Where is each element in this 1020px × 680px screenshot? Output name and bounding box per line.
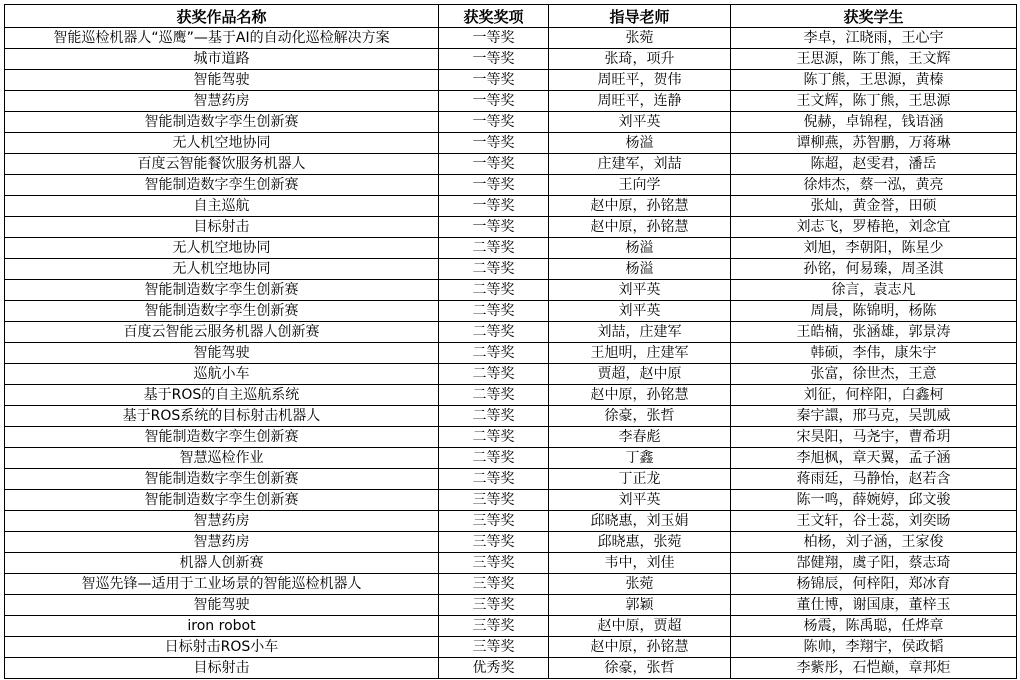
- cell-students: 周晨，陈锦明，杨陈: [731, 301, 1017, 322]
- cell-advisor: 杨溢: [549, 133, 731, 154]
- cell-advisor: 贾超，赵中原: [549, 364, 731, 385]
- table-row: [5, 301, 1017, 322]
- cell-award: 二等奖: [439, 322, 549, 343]
- cell-work-name: 智能制造数字孪生创新赛: [5, 112, 439, 133]
- cell-advisor: 王旭明，庄建军: [549, 343, 731, 364]
- cell-students: 陈一鸣，薛婉婷，邱文骏: [731, 490, 1017, 511]
- header-work-name: 获奖作品名称: [5, 5, 439, 28]
- cell-award: 二等奖: [439, 301, 549, 322]
- cell-advisor: 刘平英: [549, 280, 731, 301]
- cell-award: 一等奖: [439, 49, 549, 70]
- cell-advisor: 邱晓惠，张菀: [549, 532, 731, 553]
- cell-advisor: 赵中原，孙铭慧: [549, 217, 731, 238]
- cell-advisor: 徐豪，张哲: [549, 658, 731, 679]
- cell-work-name: 智能驾驶: [5, 70, 439, 91]
- table-row: [5, 637, 1017, 658]
- table-row: [5, 175, 1017, 196]
- cell-award: 一等奖: [439, 175, 549, 196]
- table-row: [5, 469, 1017, 490]
- cell-students: 刘旭，李朝阳，陈星少: [731, 238, 1017, 259]
- table-row: [5, 553, 1017, 574]
- cell-advisor: 刘喆，庄建军: [549, 322, 731, 343]
- cell-award: 三等奖: [439, 574, 549, 595]
- cell-work-name: 城市道路: [5, 49, 439, 70]
- cell-students: 倪赫，卓锦程，钱语涵: [731, 112, 1017, 133]
- cell-students: 谭柳燕，苏智鹏，万蒋琳: [731, 133, 1017, 154]
- cell-award: 三等奖: [439, 511, 549, 532]
- cell-students: 杨锦辰，何梓阳，郑冰育: [731, 574, 1017, 595]
- table-row: [5, 658, 1017, 679]
- cell-advisor: 周旺平，连静: [549, 91, 731, 112]
- table-row: [5, 112, 1017, 133]
- cell-advisor: 丁正龙: [549, 469, 731, 490]
- table-row: [5, 490, 1017, 511]
- cell-students: 徐言，袁志凡: [731, 280, 1017, 301]
- cell-advisor: 庄建军，刘喆: [549, 154, 731, 175]
- cell-students: 刘志飞，罗椿艳，刘念宜: [731, 217, 1017, 238]
- cell-students: 王思源，陈丁熊，王文辉: [731, 49, 1017, 70]
- cell-work-name: 目标射击: [5, 658, 439, 679]
- cell-advisor: 张菀: [549, 28, 731, 49]
- cell-advisor: 杨溢: [549, 238, 731, 259]
- table-row: [5, 343, 1017, 364]
- cell-work-name: 智慧药房: [5, 511, 439, 532]
- cell-award: 二等奖: [439, 259, 549, 280]
- cell-award: 一等奖: [439, 154, 549, 175]
- cell-advisor: 李春彪: [549, 427, 731, 448]
- table-row: [5, 427, 1017, 448]
- cell-work-name: 智能制造数字孪生创新赛: [5, 301, 439, 322]
- table-row: [5, 511, 1017, 532]
- cell-advisor: 周旺平，贺伟: [549, 70, 731, 91]
- cell-work-name: 智能巡检机器人“巡鹰”—基于AI的自动化巡检解决方案: [5, 28, 439, 49]
- cell-award: 三等奖: [439, 490, 549, 511]
- cell-work-name: 巡航小车: [5, 364, 439, 385]
- table-row: [5, 259, 1017, 280]
- table-row: [5, 448, 1017, 469]
- cell-work-name: 自主巡航: [5, 196, 439, 217]
- cell-advisor: 王向学: [549, 175, 731, 196]
- cell-advisor: 郭颖: [549, 595, 731, 616]
- cell-students: 王文轩，谷士蕊，刘奕旸: [731, 511, 1017, 532]
- cell-work-name: 智能制造数字孪生创新赛: [5, 280, 439, 301]
- cell-work-name: 机器人创新赛: [5, 553, 439, 574]
- cell-work-name: 智慧药房: [5, 91, 439, 112]
- cell-students: 李紫彤，石恺巅，章邦炬: [731, 658, 1017, 679]
- cell-students: 陈帅，李翔宇，侯政韬: [731, 637, 1017, 658]
- cell-work-name: iron robot: [5, 616, 439, 637]
- cell-award: 三等奖: [439, 595, 549, 616]
- cell-students: 秦宇譞，邢马克，吴凯威: [731, 406, 1017, 427]
- cell-advisor: 赵中原，孙铭慧: [549, 637, 731, 658]
- table-row: [5, 364, 1017, 385]
- cell-work-name: 智能制造数字孪生创新赛: [5, 490, 439, 511]
- cell-work-name: 智能制造数字孪生创新赛: [5, 175, 439, 196]
- table-row: [5, 133, 1017, 154]
- cell-work-name: 智慧药房: [5, 532, 439, 553]
- cell-award: 二等奖: [439, 280, 549, 301]
- cell-work-name: 智能驾驶: [5, 595, 439, 616]
- cell-students: 蒋雨廷，马静怡，赵若含: [731, 469, 1017, 490]
- table-row: [5, 595, 1017, 616]
- header-students: 获奖学生: [731, 5, 1017, 28]
- cell-work-name: 日标射击ROS小车: [5, 637, 439, 658]
- cell-advisor: 刘平英: [549, 112, 731, 133]
- cell-students: 李卓，江晓雨，王心宇: [731, 28, 1017, 49]
- cell-work-name: 智能制造数字孪生创新赛: [5, 427, 439, 448]
- cell-award: 一等奖: [439, 28, 549, 49]
- cell-work-name: 基于ROS系统的目标射击机器人: [5, 406, 439, 427]
- table-row: [5, 49, 1017, 70]
- cell-award: 一等奖: [439, 112, 549, 133]
- cell-award: 一等奖: [439, 196, 549, 217]
- cell-students: 郜健翔，虞子阳，蔡志琦: [731, 553, 1017, 574]
- table-row: [5, 406, 1017, 427]
- cell-work-name: 智巡先锋—适用于工业场景的智能巡检机器人: [5, 574, 439, 595]
- cell-advisor: 韦中，刘佳: [549, 553, 731, 574]
- cell-students: 杨震，陈禹聪，任烨章: [731, 616, 1017, 637]
- cell-award: 优秀奖: [439, 658, 549, 679]
- cell-advisor: 张琦，项升: [549, 49, 731, 70]
- table-row: [5, 385, 1017, 406]
- cell-advisor: 赵中原，贾超: [549, 616, 731, 637]
- cell-work-name: 无人机空地协同: [5, 259, 439, 280]
- table-row: [5, 532, 1017, 553]
- table-row: [5, 154, 1017, 175]
- cell-students: 张灿，黄金誉，田硕: [731, 196, 1017, 217]
- cell-award: 二等奖: [439, 364, 549, 385]
- table-body: [5, 28, 1017, 679]
- cell-award: 二等奖: [439, 469, 549, 490]
- cell-work-name: 百度云智能云服务机器人创新赛: [5, 322, 439, 343]
- cell-students: 陈超，赵雯君，潘岳: [731, 154, 1017, 175]
- table-row: [5, 238, 1017, 259]
- cell-students: 董仕博，谢国康，董梓玉: [731, 595, 1017, 616]
- table-row: [5, 70, 1017, 91]
- cell-award: 三等奖: [439, 637, 549, 658]
- cell-work-name: 目标射击: [5, 217, 439, 238]
- cell-award: 二等奖: [439, 427, 549, 448]
- cell-advisor: 刘平英: [549, 301, 731, 322]
- award-table: [4, 4, 1017, 679]
- cell-award: 二等奖: [439, 343, 549, 364]
- cell-students: 王文辉，陈丁熊，王思源: [731, 91, 1017, 112]
- cell-award: 二等奖: [439, 238, 549, 259]
- cell-advisor: 赵中原，孙铭慧: [549, 196, 731, 217]
- cell-award: 三等奖: [439, 532, 549, 553]
- cell-work-name: 智能制造数字孪生创新赛: [5, 469, 439, 490]
- cell-award: 一等奖: [439, 91, 549, 112]
- cell-advisor: 赵中原，孙铭慧: [549, 385, 731, 406]
- cell-work-name: 智能驾驶: [5, 343, 439, 364]
- table-row: [5, 322, 1017, 343]
- cell-award: 一等奖: [439, 217, 549, 238]
- cell-advisor: 张菀: [549, 574, 731, 595]
- cell-students: 张富，徐世杰，王意: [731, 364, 1017, 385]
- cell-award: 一等奖: [439, 133, 549, 154]
- cell-award: 一等奖: [439, 70, 549, 91]
- cell-advisor: 徐豪，张哲: [549, 406, 731, 427]
- cell-advisor: 刘平英: [549, 490, 731, 511]
- cell-award: 二等奖: [439, 448, 549, 469]
- table-row: [5, 217, 1017, 238]
- cell-work-name: 智慧巡检作业: [5, 448, 439, 469]
- table-row: [5, 280, 1017, 301]
- cell-students: 李旭枫，章天翼，孟子涵: [731, 448, 1017, 469]
- cell-work-name: 无人机空地协同: [5, 238, 439, 259]
- table-header-row: [5, 5, 1017, 28]
- table-row: [5, 574, 1017, 595]
- award-table-container: [4, 4, 1016, 679]
- cell-work-name: 百度云智能餐饮服务机器人: [5, 154, 439, 175]
- cell-award: 二等奖: [439, 406, 549, 427]
- cell-students: 陈丁熊，王思源，黄榛: [731, 70, 1017, 91]
- cell-students: 王皓楠，张涵雄，郭景涛: [731, 322, 1017, 343]
- table-row: [5, 28, 1017, 49]
- header-advisor: 指导老师: [549, 5, 731, 28]
- cell-advisor: 丁鑫: [549, 448, 731, 469]
- cell-award: 二等奖: [439, 385, 549, 406]
- table-row: [5, 91, 1017, 112]
- cell-students: 刘征，何梓阳，白鑫柯: [731, 385, 1017, 406]
- cell-students: 徐炜杰，蔡一泓，黄亮: [731, 175, 1017, 196]
- cell-advisor: 邱晓惠，刘玉娟: [549, 511, 731, 532]
- cell-students: 韩硕，李伟，康朱宇: [731, 343, 1017, 364]
- cell-award: 三等奖: [439, 553, 549, 574]
- cell-advisor: 杨溢: [549, 259, 731, 280]
- cell-work-name: 无人机空地协同: [5, 133, 439, 154]
- cell-students: 孙铭，何易臻，周圣淇: [731, 259, 1017, 280]
- cell-students: 宋昊阳，马尧宇，曹希玥: [731, 427, 1017, 448]
- table-row: [5, 616, 1017, 637]
- cell-work-name: 基于ROS的自主巡航系统: [5, 385, 439, 406]
- cell-students: 柏杨，刘子涵，王家俊: [731, 532, 1017, 553]
- table-row: [5, 196, 1017, 217]
- header-award: 获奖奖项: [439, 5, 549, 28]
- cell-award: 三等奖: [439, 616, 549, 637]
